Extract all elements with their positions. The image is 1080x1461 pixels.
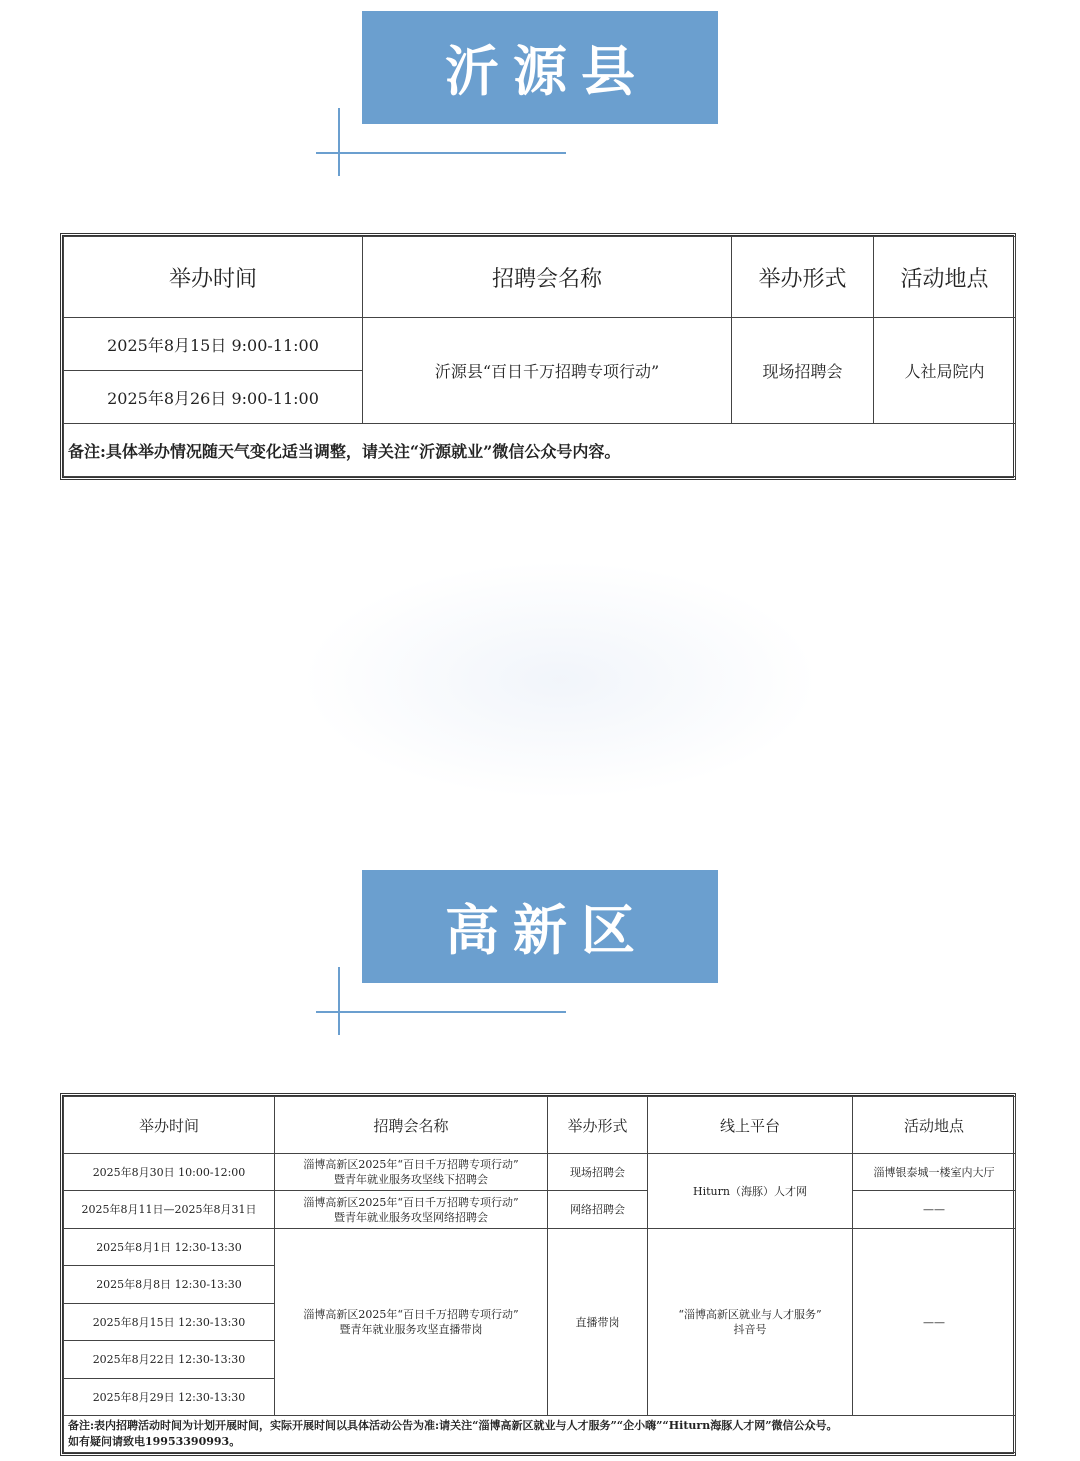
event-format: 现场招聘会 — [548, 1154, 648, 1191]
event-time: 2025年8月29日 12:30-13:30 — [64, 1379, 275, 1416]
event-name-line: 淄博高新区2025年“百日千万招聘专项行动” — [303, 1195, 519, 1209]
platform-line: 抖音号 — [733, 1323, 767, 1336]
header-time: 举办时间 — [64, 237, 363, 318]
event-name — [275, 1154, 548, 1191]
event-time: 2025年8月8日 12:30-13:30 — [64, 1266, 275, 1304]
table-note: 备注:具体举办情况随天气变化适当调整，请关注“沂源就业”微信公众号内容。 — [64, 424, 1016, 477]
event-format: 现场招聘会 — [732, 318, 874, 424]
event-platform: Hiturn（海豚）人才网 — [648, 1154, 853, 1229]
schedule-table — [60, 233, 1016, 480]
decorative-line — [338, 108, 340, 176]
decorative-line — [338, 967, 340, 1035]
event-name — [275, 1191, 548, 1229]
table-note-line: 如有疑问请致电19953390993。 — [68, 1435, 241, 1448]
event-name — [275, 1229, 548, 1416]
section-title-banner — [362, 11, 718, 124]
event-location: 淄博银泰城一楼室内大厅 — [853, 1154, 1016, 1191]
event-time: 2025年8月15日 9:00-11:00 — [64, 318, 363, 371]
header-name: 招聘会名称 — [275, 1097, 548, 1154]
header-location: 活动地点 — [853, 1097, 1016, 1154]
event-time: 2025年8月15日 12:30-13:30 — [64, 1304, 275, 1341]
section-title-banner — [362, 870, 718, 983]
header-location: 活动地点 — [874, 237, 1016, 318]
table-note-line: 备注:表内招聘活动时间为计划开展时间，实际开展时间以具体活动公告为准:请关注“淄博高新区就业与人才服务”“企小嗨”“Hiturn海豚人才网”微信公众号。 — [68, 1419, 838, 1432]
table-row — [64, 1191, 1016, 1229]
event-time: 2025年8月22日 12:30-13:30 — [64, 1341, 275, 1379]
decorative-line — [316, 1011, 566, 1013]
event-name-line: 淄博高新区2025年“百日千万招聘专项行动” — [303, 1158, 519, 1171]
table-row — [64, 1229, 1016, 1266]
header-name: 招聘会名称 — [363, 237, 732, 318]
table-note — [64, 1416, 1016, 1453]
event-platform — [648, 1229, 853, 1416]
platform-line: “淄博高新区就业与人才服务” — [678, 1308, 822, 1321]
event-time: 2025年8月26日 9:00-11:00 — [64, 371, 363, 424]
event-name-line: 暨青年就业服务攻坚网络招聘会 — [334, 1210, 488, 1224]
event-location: —— — [853, 1191, 1016, 1229]
event-name-line: 暨青年就业服务攻坚直播带岗 — [339, 1323, 483, 1336]
event-location: —— — [853, 1229, 1016, 1416]
header-format: 举办形式 — [732, 237, 874, 318]
header-platform: 线上平台 — [648, 1097, 853, 1154]
event-time: 2025年8月11日—2025年8月31日 — [64, 1191, 275, 1229]
decorative-line — [316, 152, 566, 154]
event-time: 2025年8月1日 12:30-13:30 — [64, 1229, 275, 1266]
event-name: 沂源县“百日千万招聘专项行动” — [363, 318, 732, 424]
table-row — [64, 1154, 1016, 1191]
event-time: 2025年8月30日 10:00-12:00 — [64, 1154, 275, 1191]
event-format: 直播带岗 — [548, 1229, 648, 1416]
decorative-glow — [300, 560, 820, 800]
section-title: 沂源县 — [445, 40, 649, 103]
section-title: 高新区 — [445, 899, 649, 962]
event-format: 网络招聘会 — [548, 1191, 648, 1229]
event-name-line: 暨青年就业服务攻坚线下招聘会 — [334, 1173, 488, 1186]
event-name-line: 淄博高新区2025年“百日千万招聘专项行动” — [303, 1308, 519, 1321]
schedule-table — [60, 1093, 1016, 1456]
header-format: 举办形式 — [548, 1097, 648, 1154]
event-location: 人社局院内 — [874, 318, 1016, 424]
header-time: 举办时间 — [64, 1097, 275, 1154]
